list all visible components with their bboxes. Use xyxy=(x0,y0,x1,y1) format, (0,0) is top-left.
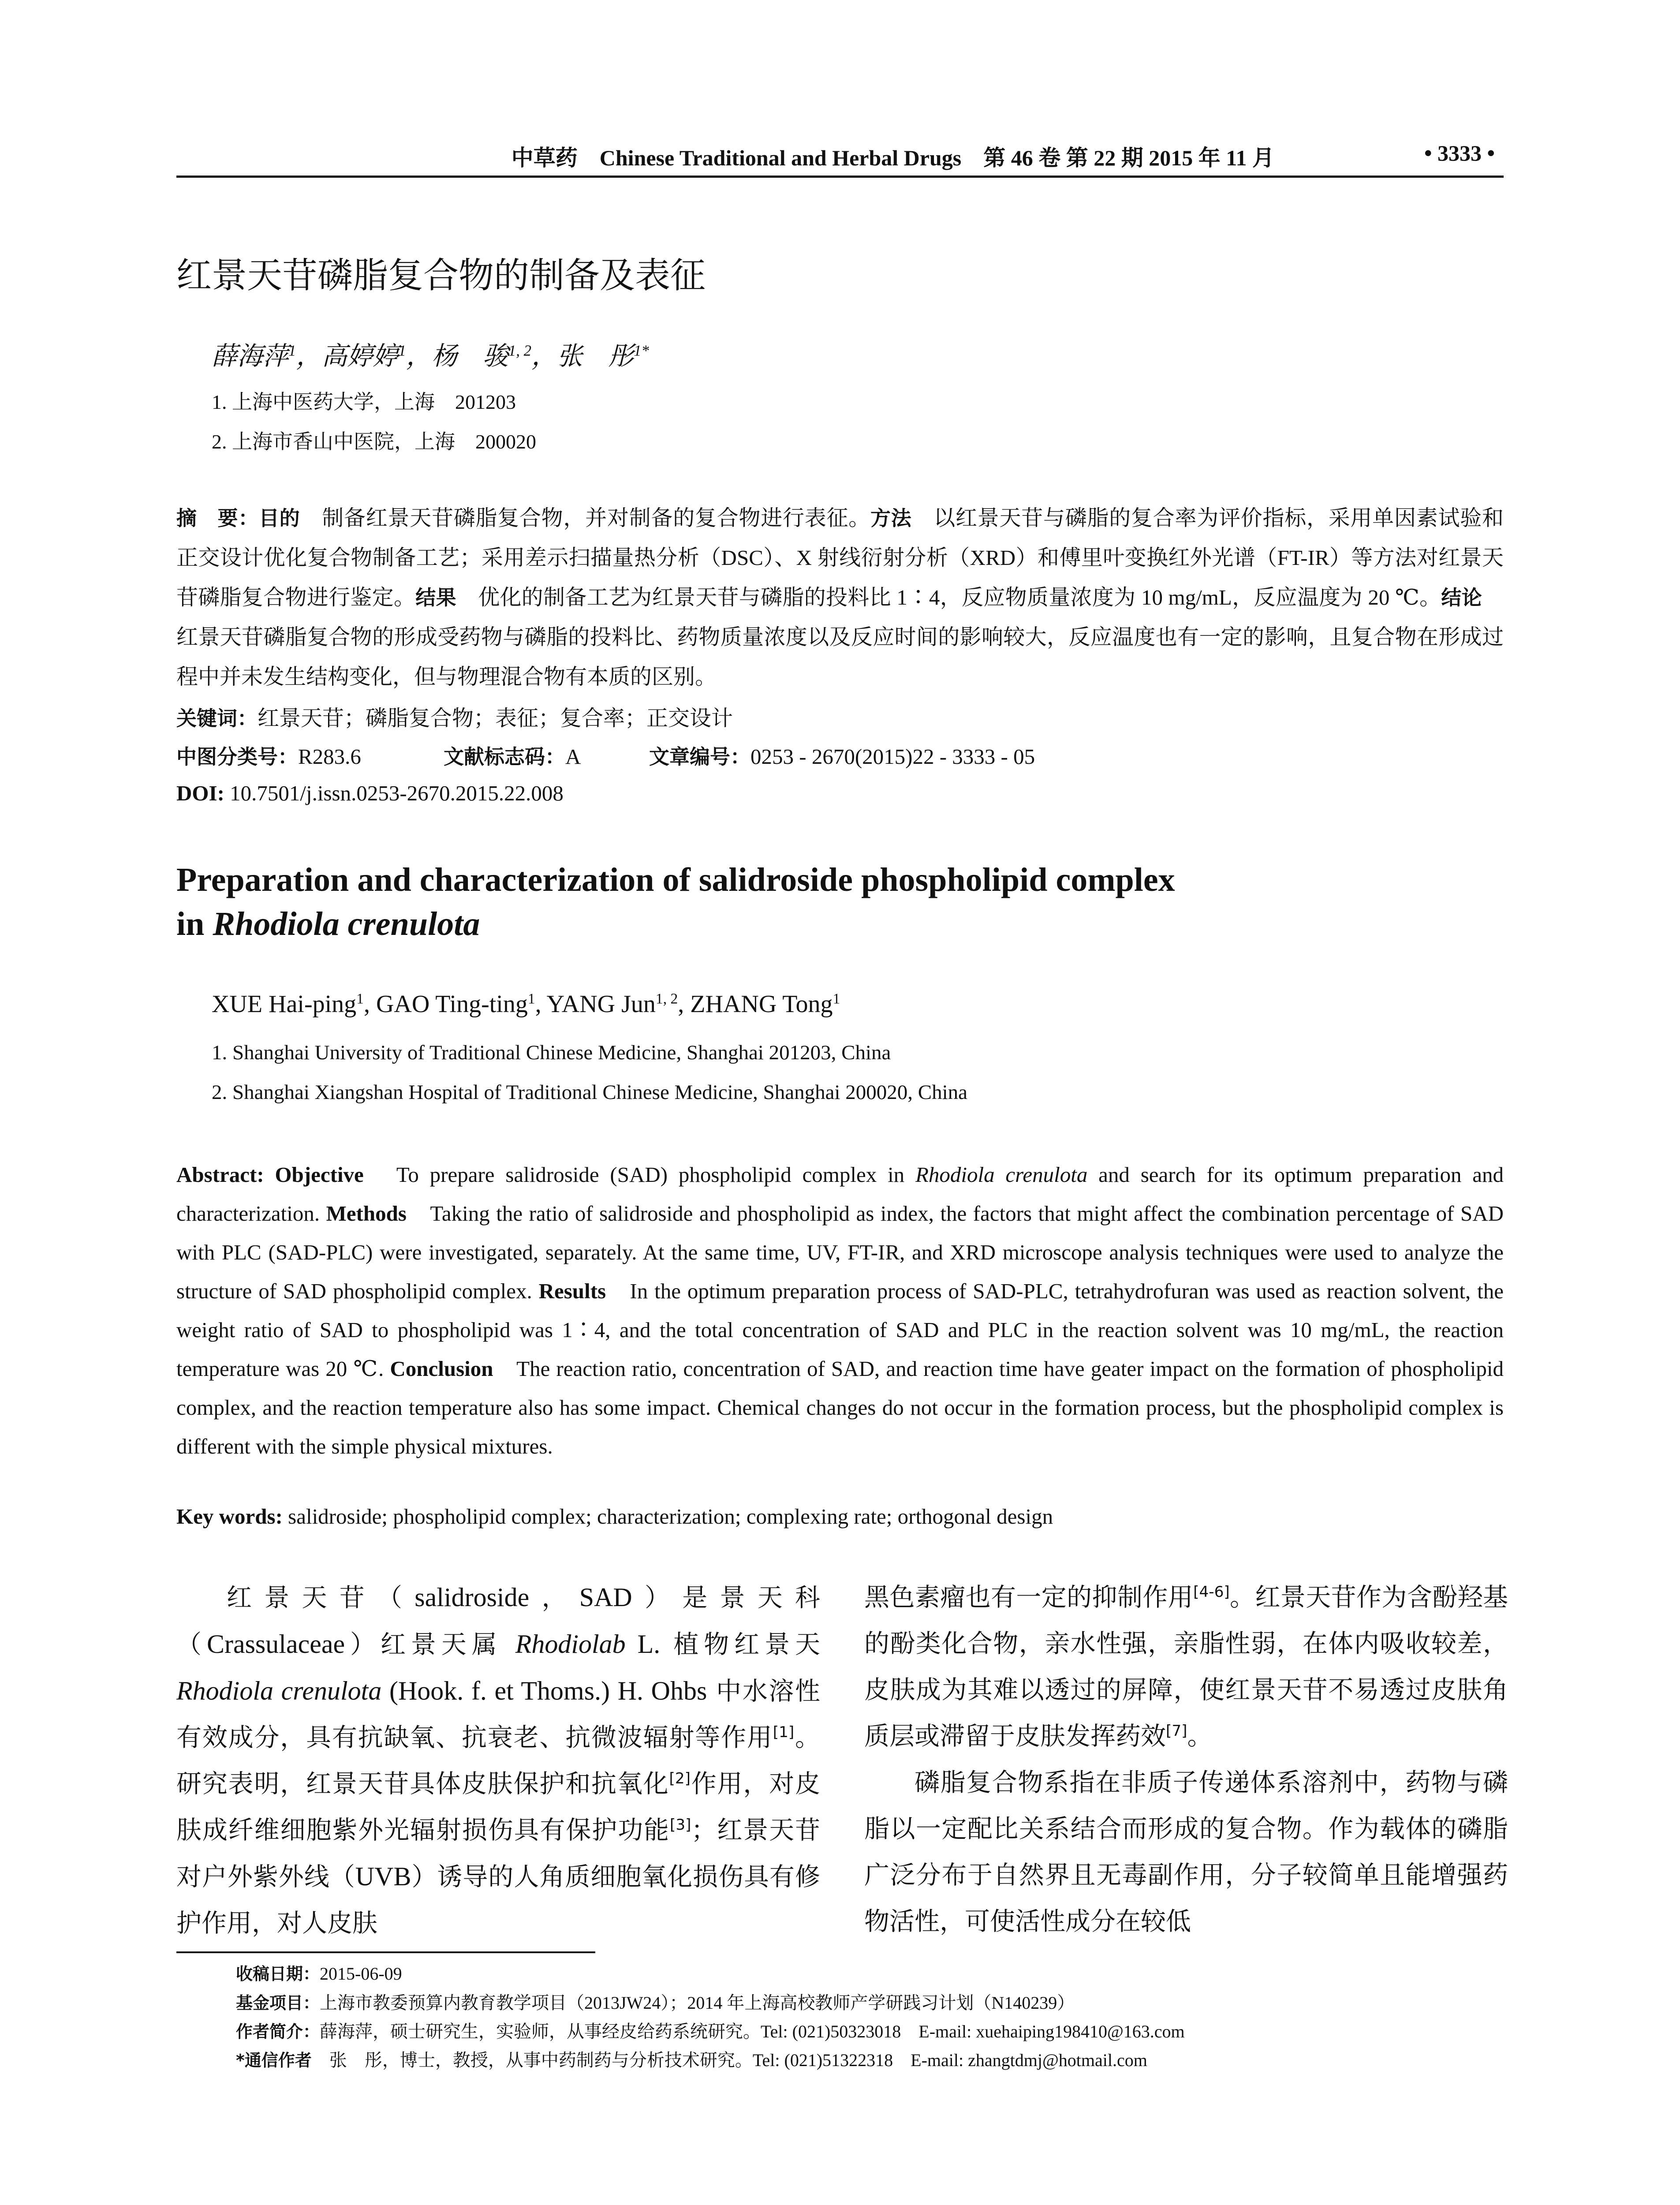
article-no-value: 0253 - 2670(2015)22 - 3333 - 05 xyxy=(750,744,1035,769)
received-value: 2015-06-09 xyxy=(320,1964,402,1984)
article-no-label: 文章编号： xyxy=(649,745,750,769)
chinese-affiliation-2: 2. 上海市香山中医院，上海 200020 xyxy=(212,430,536,453)
class-value: R283.6 xyxy=(298,744,361,769)
chinese-authors: 薛海萍$^1$，高婷婷$^1$，杨 骏$^{1, 2}$，张 彤$^{1*}$ xyxy=(212,342,649,370)
corresponding-label: *通信作者 xyxy=(236,2051,312,2070)
body-column-left: 红景天苷（salidroside，SAD）是景天科（Crassulaceae）红景天属 Rhodiolab L. 植物红景天 Rhodiola crenulota (Hook. f. et Thoms.) H. Ohbs 中水溶性有效成分，具有抗缺氧、抗衰老、抗微波辐射等作用[1]。研究表明，红景天苷具体皮肤保护和抗氧化[2]作用，对皮肤成纤维细胞紫外光辐射损伤具有保护功能[3]；红景天苷对户外紫外线（UVB）诱导的人角质细胞氧化损伤具有修护作用，对人皮肤 xyxy=(176,1583,821,1938)
author-value: 薛海萍，硕士研究生，实验师，从事经皮给药系统研究。Tel: (021)50323018 E-mail: xuehaiping198410@163.com xyxy=(320,2022,1185,2041)
doc-code-label: 文献标志码： xyxy=(444,745,565,769)
received-label: 收稿日期： xyxy=(236,1964,320,1984)
fund-label: 基金项目： xyxy=(236,1993,320,2013)
corresponding-value: 张 彤，博士，教授，从事中药制药与分析技术研究。Tel: (021)51322318 E-mail: zhangtdmj@hotmail.com xyxy=(311,2050,1147,2070)
header-rule xyxy=(176,176,1504,178)
footnote-corresponding xyxy=(236,2046,1147,2071)
doc-code-value: A xyxy=(565,744,581,769)
english-authors: XUE Hai-ping$^1$, GAO Ting-ting$^1$, YANG Jun$^{1, 2}$, ZHANG Tong$^1$ xyxy=(212,990,840,1018)
english-title: Preparation and characterization of salidroside phospholipid complex in Rhodiola crenulota xyxy=(176,861,1175,942)
footnote-author xyxy=(236,2018,1185,2043)
chinese-abstract: 摘 要：目的 制备红景天苷磷脂复合物，并对制备的复合物进行表征。方法 以红景天苷与磷脂的复合率为评价指标，采用单因素试验和正交设计优化复合物制备工艺；采用差示扫描量热分析（DSC）、X 射线衍射分析（XRD）和傅里叶变换红外光谱（FT-IR）等方法对红景天苷磷脂复合物进行鉴定。结果 优化的制备工艺为红景天苷与磷脂的投料比 1∶4，反应物质量浓度为 10 mg/mL，反应温度为 20 ℃。结论 红景天苷磷脂复合物的形成受药物与磷脂的投料比、药物质量浓度以及反应时间的影响较大，反应温度也有一定的影响，且复合物在形成过程中并未发生结构变化，但与物理混合物有本质的区别。 xyxy=(176,506,1504,689)
english-keywords: Key words: salidroside; phospholipid complex; characterization; complexing rate; orthogonal design xyxy=(176,1504,1053,1529)
english-abstract: Abstract: Objective To prepare salidroside (SAD) phospholipid complex in Rhodiola crenulota and search for its optimum preparation and characterization. Methods Taking the ratio of salidroside and phospholipid as index, the factors that might affect the combination percentage of SAD with PLC (SAD-PLC) were investigated, separately. At the same time, UV, FT-IR, and XRD microscope analysis techniques were used to analyze the structure of SAD phospholipid complex. Results In the optimum preparation process of SAD-PLC, tetrahydrofuran was used as reaction solvent, the weight ratio of SAD to phospholipid was 1∶4, and the total concentration of SAD and PLC in the reaction solvent was 10 mg/mL, the reaction temperature was 20 ℃. Conclusion The reaction ratio, concentration of SAD, and reaction time have geater impact on the formation of phospholipid complex, and the reaction temperature also has some impact. Chemical changes do not occur in the formation process, but the phospholipid complex is different with the simple physical mixtures. xyxy=(176,1162,1504,1458)
fund-value: 上海市教委预算内教育教学项目（2013JW24）；2014 年上海高校教师产学研践习计划（N140239） xyxy=(320,1993,1075,2013)
page-number: • 3333 • xyxy=(1424,141,1495,165)
running-header xyxy=(176,140,1504,176)
footnote-rule xyxy=(176,1951,595,1953)
english-affiliation-1: 1. Shanghai University of Traditional Chinese Medicine, Shanghai 201203, China xyxy=(212,1041,891,1064)
doi-label: DOI: xyxy=(176,781,224,805)
chinese-keywords: 关键词：红景天苷；磷脂复合物；表征；复合率；正交设计 xyxy=(176,706,733,730)
author-label: 作者简介： xyxy=(236,2022,320,2041)
doi xyxy=(176,781,564,806)
class-label: 中图分类号： xyxy=(176,745,298,769)
chinese-affiliation-1: 1. 上海中医药大学，上海 201203 xyxy=(212,391,516,413)
classification-line xyxy=(176,741,1035,770)
doi-value: 10.7501/j.issn.0253-2670.2015.22.008 xyxy=(224,781,564,805)
chinese-title: 红景天苷磷脂复合物的制备及表征 xyxy=(176,255,706,296)
footnote-fund xyxy=(236,1989,1075,2014)
footnote-received xyxy=(236,1960,402,1984)
english-affiliation-2: 2. Shanghai Xiangshan Hospital of Traditional Chinese Medicine, Shanghai 200020, China xyxy=(212,1081,968,1104)
body-column-right: 黑色素瘤也有一定的抑制作用[4-6]。红景天苷作为含酚羟基的酚类化合物，亲水性强，亲脂性弱，在体内吸收较差，皮肤成为其难以透过的屏障，使红景天苷不易透过皮肤角质层或滞留于皮肤发挥药效[7]。 磷脂复合物系指在非质子传递体系溶剂中，药物与磷脂以一定配比关系结合而形成的复合物。作为载体的磷脂广泛分布于自然界且无毒副作用，分子较简单且能增强药物活性，可使活性成分在较低 xyxy=(864,1583,1508,1936)
journal-info: 中草药 Chinese Traditional and Herbal Drugs 第 46 卷 第 22 期 2015 年 11 月 xyxy=(511,146,1274,170)
